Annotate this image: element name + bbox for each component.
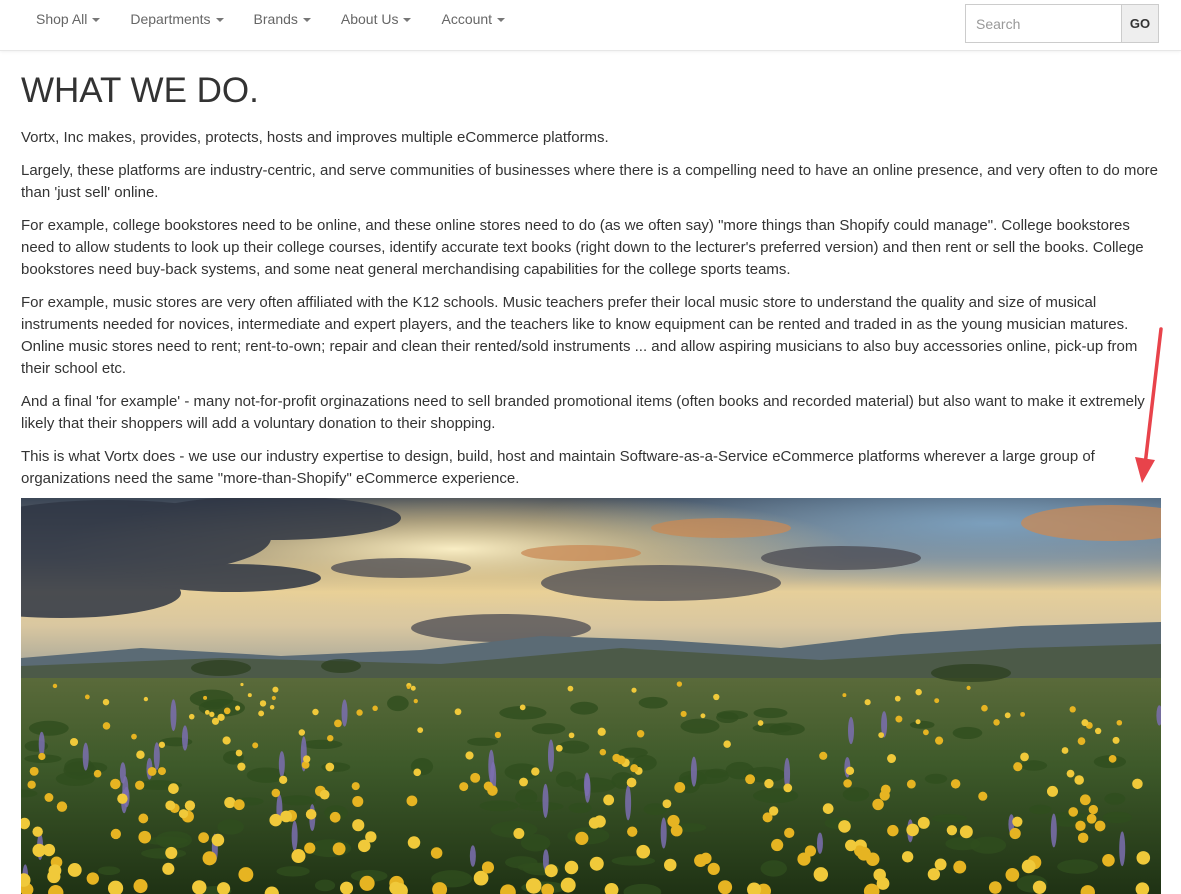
landscape-wildflower-meadow-image: [21, 498, 1161, 894]
nav-item-label: Shop All: [36, 11, 88, 27]
nav-item-about-us[interactable]: [326, 0, 427, 38]
go-button[interactable]: GO: [1121, 4, 1159, 43]
nav-menu: [21, 0, 520, 38]
nav-item-departments[interactable]: [115, 0, 238, 38]
nav-item-account[interactable]: [426, 0, 520, 38]
caret-down-icon: [303, 18, 311, 22]
paragraph-intro: Vortx, Inc makes, provides, protects, hosts and improves multiple eCommerce platforms.: [21, 129, 609, 146]
caret-down-icon: [497, 18, 505, 22]
caret-down-icon: [403, 18, 411, 22]
nav-item-shop-all[interactable]: [21, 0, 115, 38]
paragraph-college-bookstores: For example, college bookstores need to be online, and these online stores need to do (as we often say) "more things than Shopify could manage". College bookstores need to allow students to look up their college courses, identify accurate text books (right down to the lecturer's preferred version) and then rent or sell the books. College bookstores need buy-back systems, and some neat general merchandising capabilities for the college sports teams.: [21, 217, 1144, 278]
search-form: [965, 4, 1159, 43]
paragraph-not-for-profit: And a final 'for example' - many not-for-profit orginazations need to sell branded promotional items (often books and recorded material) but also want to make it extremely likely that their shoppers will add a voluntary donation to their shopping.: [21, 393, 1145, 432]
red-arrow-icon: [1125, 325, 1165, 485]
nav-item-brands[interactable]: [239, 0, 326, 38]
caret-down-icon: [216, 18, 224, 22]
top-navbar: [0, 0, 1181, 51]
search-input[interactable]: [965, 4, 1121, 43]
nav-item-label: Account: [441, 11, 493, 27]
paragraph-platforms: Largely, these platforms are industry-centric, and serve communities of businesses where there is a compelling need to have an online presence, and very often to do more than 'just sell' online.: [21, 162, 1158, 201]
page-title: WHAT WE DO.: [21, 71, 259, 110]
paragraph-music-stores: For example, music stores are very often affiliated with the K12 schools. Music teachers prefer their local music store to understand the quality and size of musical instruments needed for novices, intermediate and expert players, and the teachers like to know equipment can be rented and traded in as the young musician matures. Online music stores need to rent; rent-to-own; repair and clean their rented/sold instruments ... and allow aspiring musicians to also buy accessories online, pick-up from their school etc.: [21, 294, 1138, 377]
nav-item-label: Brands: [253, 11, 298, 27]
paragraph-summary: This is what Vortx does - we use our industry expertise to design, build, host and maintain Software-as-a-Service eCommerce platforms wherever a large group of organizations need the same "more-than-Shopify" eCommerce experience.: [21, 448, 1095, 487]
main-content: [21, 50, 1161, 501]
hero-image-drawing: [21, 498, 1161, 894]
nav-item-label: Departments: [130, 11, 211, 27]
nav-item-label: About Us: [340, 11, 399, 27]
caret-down-icon: [92, 18, 100, 22]
